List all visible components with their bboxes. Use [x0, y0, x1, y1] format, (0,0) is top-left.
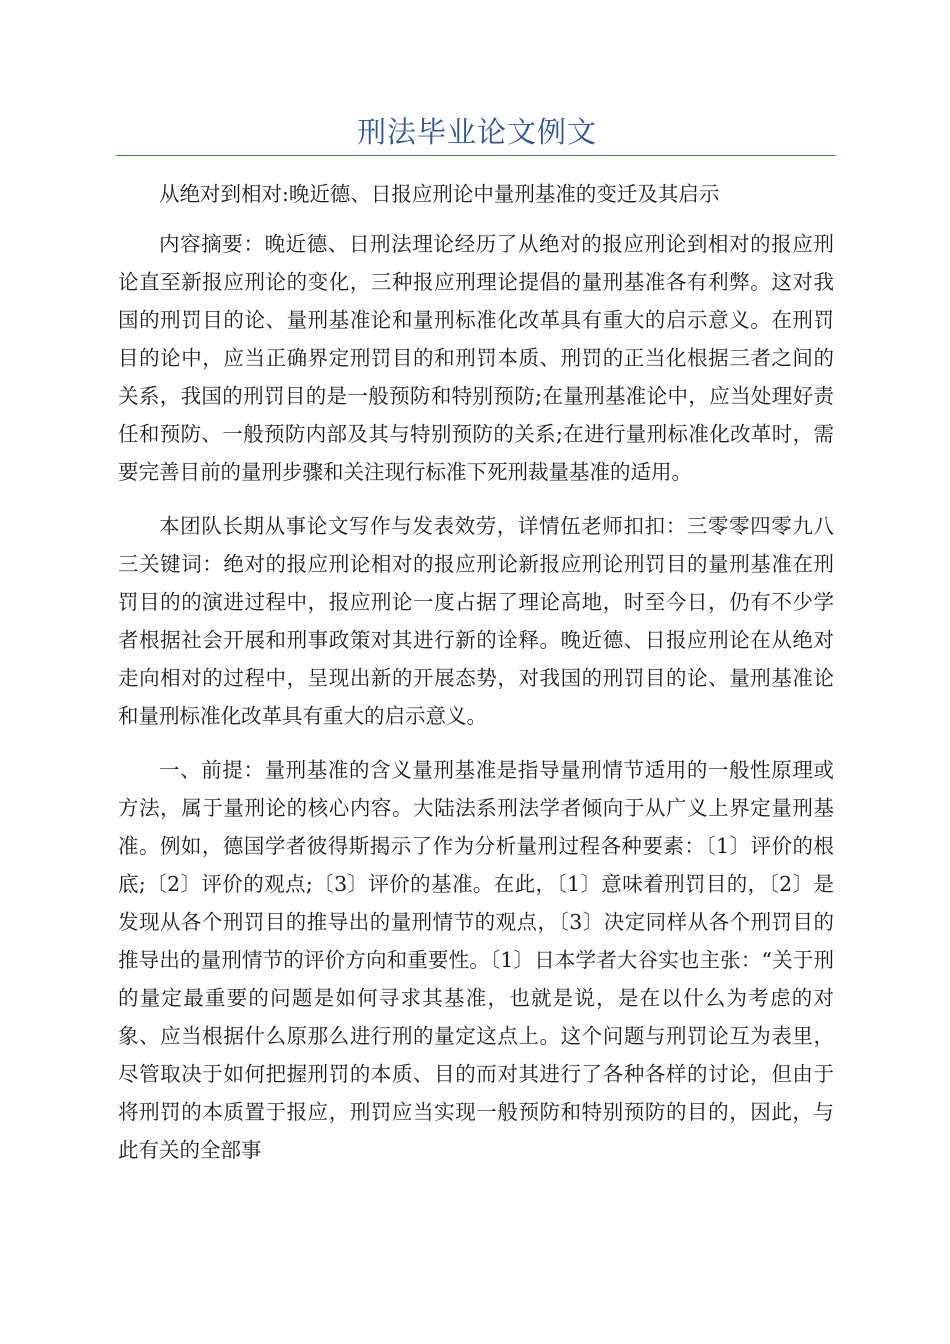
document-title: 刑法毕业论文例文	[356, 115, 597, 149]
abstract-paragraph: 内容摘要：晚近德、日刑法理论经历了从绝对的报应刑论到相对的报应刑论直至新报应刑论的变化，三种报应刑理论提倡的量刑基准各有利弊。这对我国的刑罚目的论、量刑基准论和量刑标准化改革具有重大的启示意义。在刑罚目的论中，应当正确界定刑罚目的和刑罚本质、刑罚的正当化根据三者之间的关系，我国的刑罚目的是一般预防和特别预防;在量刑基准论中，应当处理好责任和预防、一般预防内部及其与特别预防的关系;在进行量刑标准化改革时，需要完善目前的量刑步骤和关注现行标准下死刑裁量基准的适用。	[118, 232, 834, 484]
keywords-paragraph: 本团队长期从事论文写作与发表效劳，详情伍老师扣扣：三零零四零九八三关键词：绝对的报应刑论相对的报应刑论新报应刑论刑罚目的量刑基准在刑罚目的的演进过程中，报应刑论一度占据了理论高地，时至今日，仍有不少学者根据社会开展和刑事政策对其进行新的诠释。晚近德、日报应刑论在从绝对走向相对的过程中，呈现出新的开展态势，对我国的刑罚目的论、量刑基准论和量刑标准化改革具有重大的启示意义。	[118, 514, 834, 728]
paper-subtitle: 从绝对到相对:晚近德、日报应刑论中量刑基准的变迁及其启示	[159, 182, 720, 206]
title-underline	[116, 155, 836, 156]
document-body	[118, 175, 834, 1185]
section-one-paragraph: 一、前提：量刑基准的含义量刑基准是指导量刑情节适用的一般性原理或方法，属于量刑论的核心内容。大陆法系刑法学者倾向于从广义上界定量刑基准。例如，德国学者彼得斯揭示了作为分析量刑过程各种要素：〔1〕评价的根底;〔2〕评价的观点;〔3〕评价的基准。在此，〔1〕意味着刑罚目的，〔2〕是发现从各个刑罚目的推导出的量刑情节的观点，〔3〕决定同样从各个刑罚目的推导出的量刑情节的评价方向和重要性。〔1〕日本学者大谷实也主张：“关于刑的量定最重要的问题是如何寻求其基准，也就是说，是在以什么为考虑的对象、应当根据什么原那么进行刑的量定这点上。这个问题与刑罚论互为表里，尽管取决于如何把握刑罚的本质、目的而对其进行了各种各样的讨论，但由于将刑罚的本质置于报应，刑罚应当实现一般预防和特别预防的目的，因此，与此有关的全部事	[118, 758, 834, 1162]
